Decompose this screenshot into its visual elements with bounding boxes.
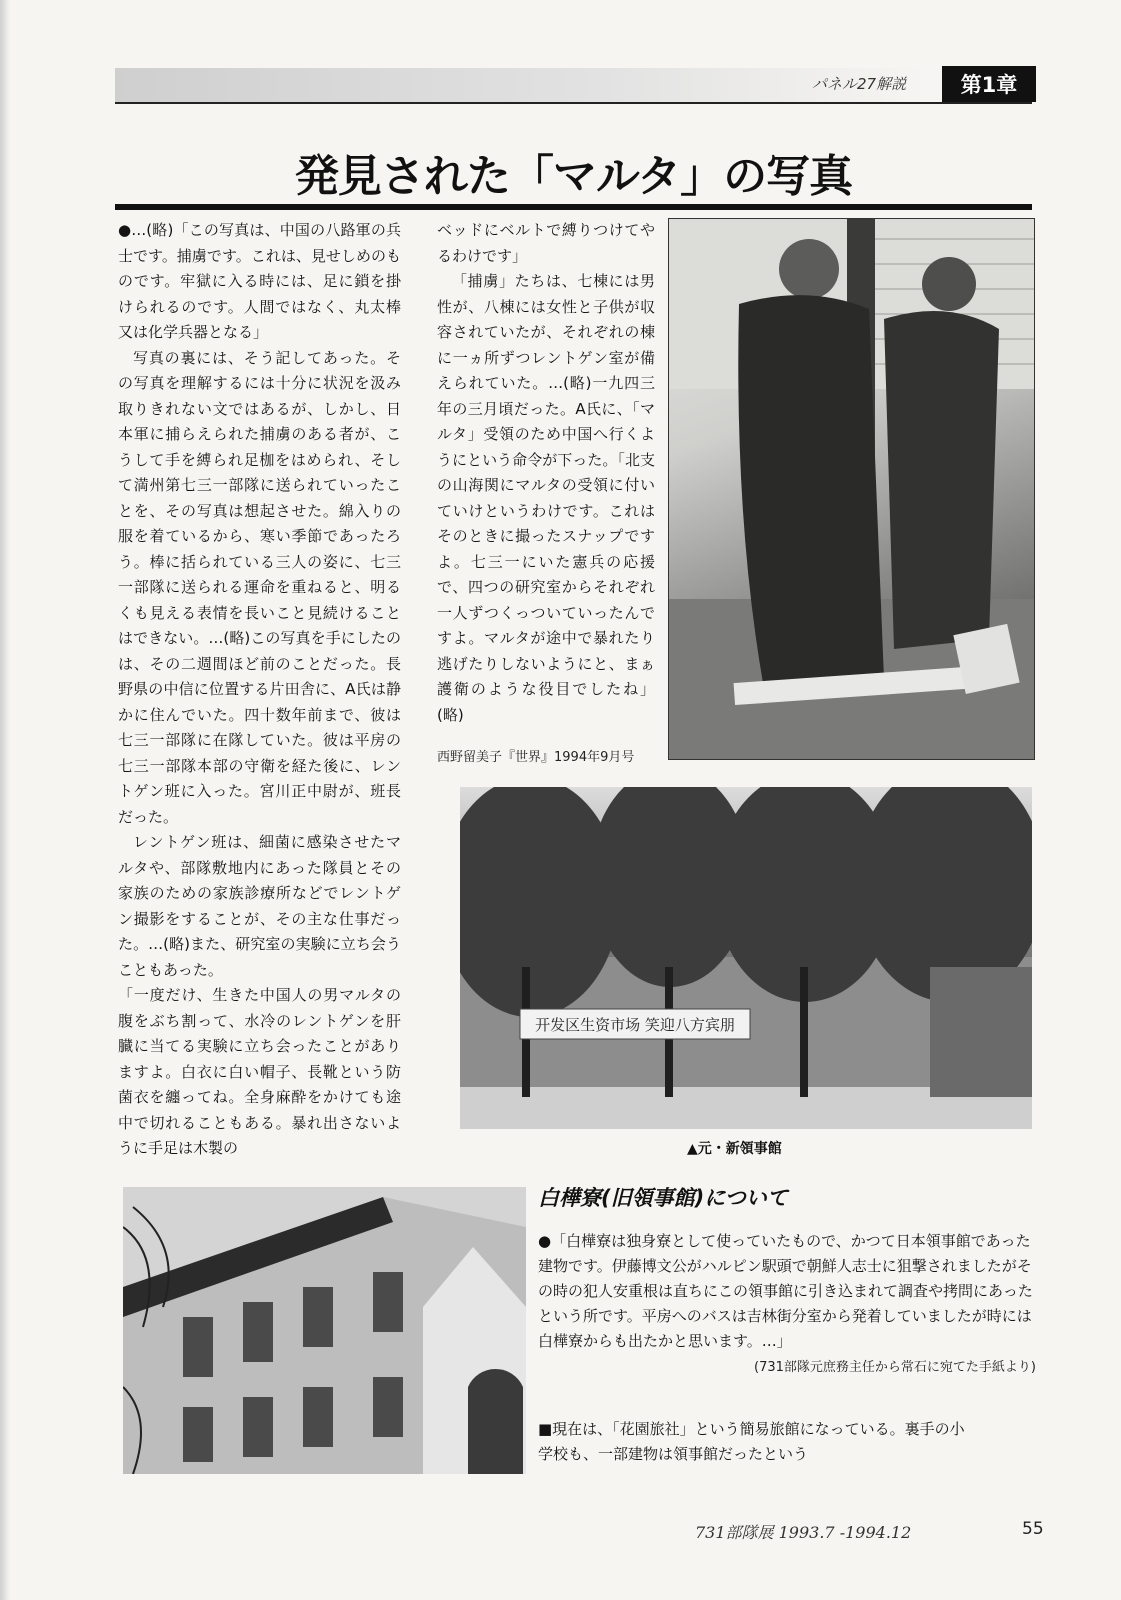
side-article-source: (731部隊元庶務主任から常石に宛てた手紙より) (754, 1360, 1036, 1375)
side-article-title: 白樺寮(旧領事館)について (538, 1186, 788, 1210)
article-column-1 (118, 218, 401, 1162)
page-number: 55 (1022, 1519, 1044, 1539)
page-edge-shadow (0, 0, 10, 1600)
consulate-illustration (460, 787, 1032, 1129)
panel-label: パネル27解説 (812, 75, 907, 93)
body-paragraph: 写真の裏には、そう記してあった。その写真を理解するには十分に状況を汲み取りきれない文ではあるが、しかし、日本軍に捕らえられた捕虜のある者が、こうして手を縛られ足枷をはめられ、そして満州第七三一部隊に送られていったことを、その写真は想起させた。綿入りの服を着ているから、寒い季節であったろう。棒に括られている三人の姿に、七三一部隊に送られる運命を重ねると、明るくも見える表情を長いこと見続けることはできない。…(略)この写真を手にしたのは、その二週間ほど前のことだった。長野県の中信に位置する片田舎に、A氏は静かに住んでいた。四十数年前まで、彼は七三一部隊に在隊していた。彼は平房の七三一部隊本部の守衛を経た後に、レントゲン班に入った。宮川正中尉が、班長だった。 (118, 348, 401, 826)
side-article-body: ●「白樺寮は独身寮として使っていたもので、かつて日本領事館であった建物です。伊藤博文公がハルピン駅頭で朝鮮人志士に狙撃されましたがその時の犯人安重根は直ちにこの領事館に引き込まれて調査や拷問にあったという所です。平房へのバスは吉林街分室から発着していましたが時には白樺寮からも出たかと思います。…」 (538, 1232, 1033, 1350)
body-paragraph: ベッドにベルトで縛りつけてやるわけです」 (437, 221, 655, 265)
header-rule (115, 102, 1032, 104)
header-band (115, 68, 925, 102)
prisoners-photo (668, 218, 1035, 760)
quote-paragraph: 「一度だけ、生きた中国人の男マルタの腹をぶち割って、水冷のレントゲンを肝臓に当てる実験に立ち会ったことがありますよ。白衣に白い帽子、長靴という防菌衣を纏ってね。全身麻酔をかけても途中で切れることもある。暴れ出さないように手足は木製の (118, 986, 401, 1157)
new-consulate-photo (460, 787, 1032, 1129)
body-paragraph: レントゲン班は、細菌に感染させたマルタや、部隊敷地内にあった隊員とその家族のための家族診療所などでレントゲン撮影をすることが、その主な仕事だった。…(略)また、研究室の実験に立ち会うこともあった。 (118, 833, 401, 979)
exhibition-footer: 731部隊展 1993.7 -1994.12 (695, 1523, 912, 1542)
street-banner: 开发区生资市场 笑迎八方宾朋 (535, 1016, 735, 1034)
citation: 西野留美子『世界』1994年9月号 (437, 750, 635, 765)
old-consulate-illustration (123, 1187, 526, 1474)
photo-caption: ▲元・新領事館 (687, 1141, 782, 1157)
quote-paragraph: ●…(略)「この写真は、中国の八路軍の兵士です。捕虜です。これは、見せしめのものです。牢獄に入る時には、足に鎖を掛けられるのです。人間ではなく、丸太棒又は化学兵器となる」 (118, 221, 401, 341)
article-column-2 (437, 218, 655, 728)
page-title: 発見された「マルタ」の写真 (294, 151, 853, 202)
body-paragraph: 「捕虜」たちは、七棟には男性が、八棟には女性と子供が収容されていたが、それぞれの棟に一ヵ所ずつレントゲン室が備えられていた。…(略)一九四三年の三月頃だった。A氏に、「マルタ」受領のため中国へ行くようにという命令が下った。「北支の山海関にマルタの受領に付いていけというわけです。これはそのときに撮ったスナップですよ。七三一にいた憲兵の応援で、四つの研究室からそれぞれ一人ずつくっついていったんですよ。マルタが途中で暴れたり逃げたりしないようにと、まぁ護衛のような役目でしたね」(略) (437, 272, 655, 724)
title-rule (115, 204, 1032, 210)
prisoners-illustration (669, 219, 1034, 759)
side-article-note: ■現在は、「花園旅社」という簡易旅館になっている。裏手の小学校も、一部建物は領事館だったという (538, 1420, 965, 1463)
old-consulate-photo (123, 1187, 526, 1474)
chapter-label: 第1章 (942, 66, 1036, 102)
